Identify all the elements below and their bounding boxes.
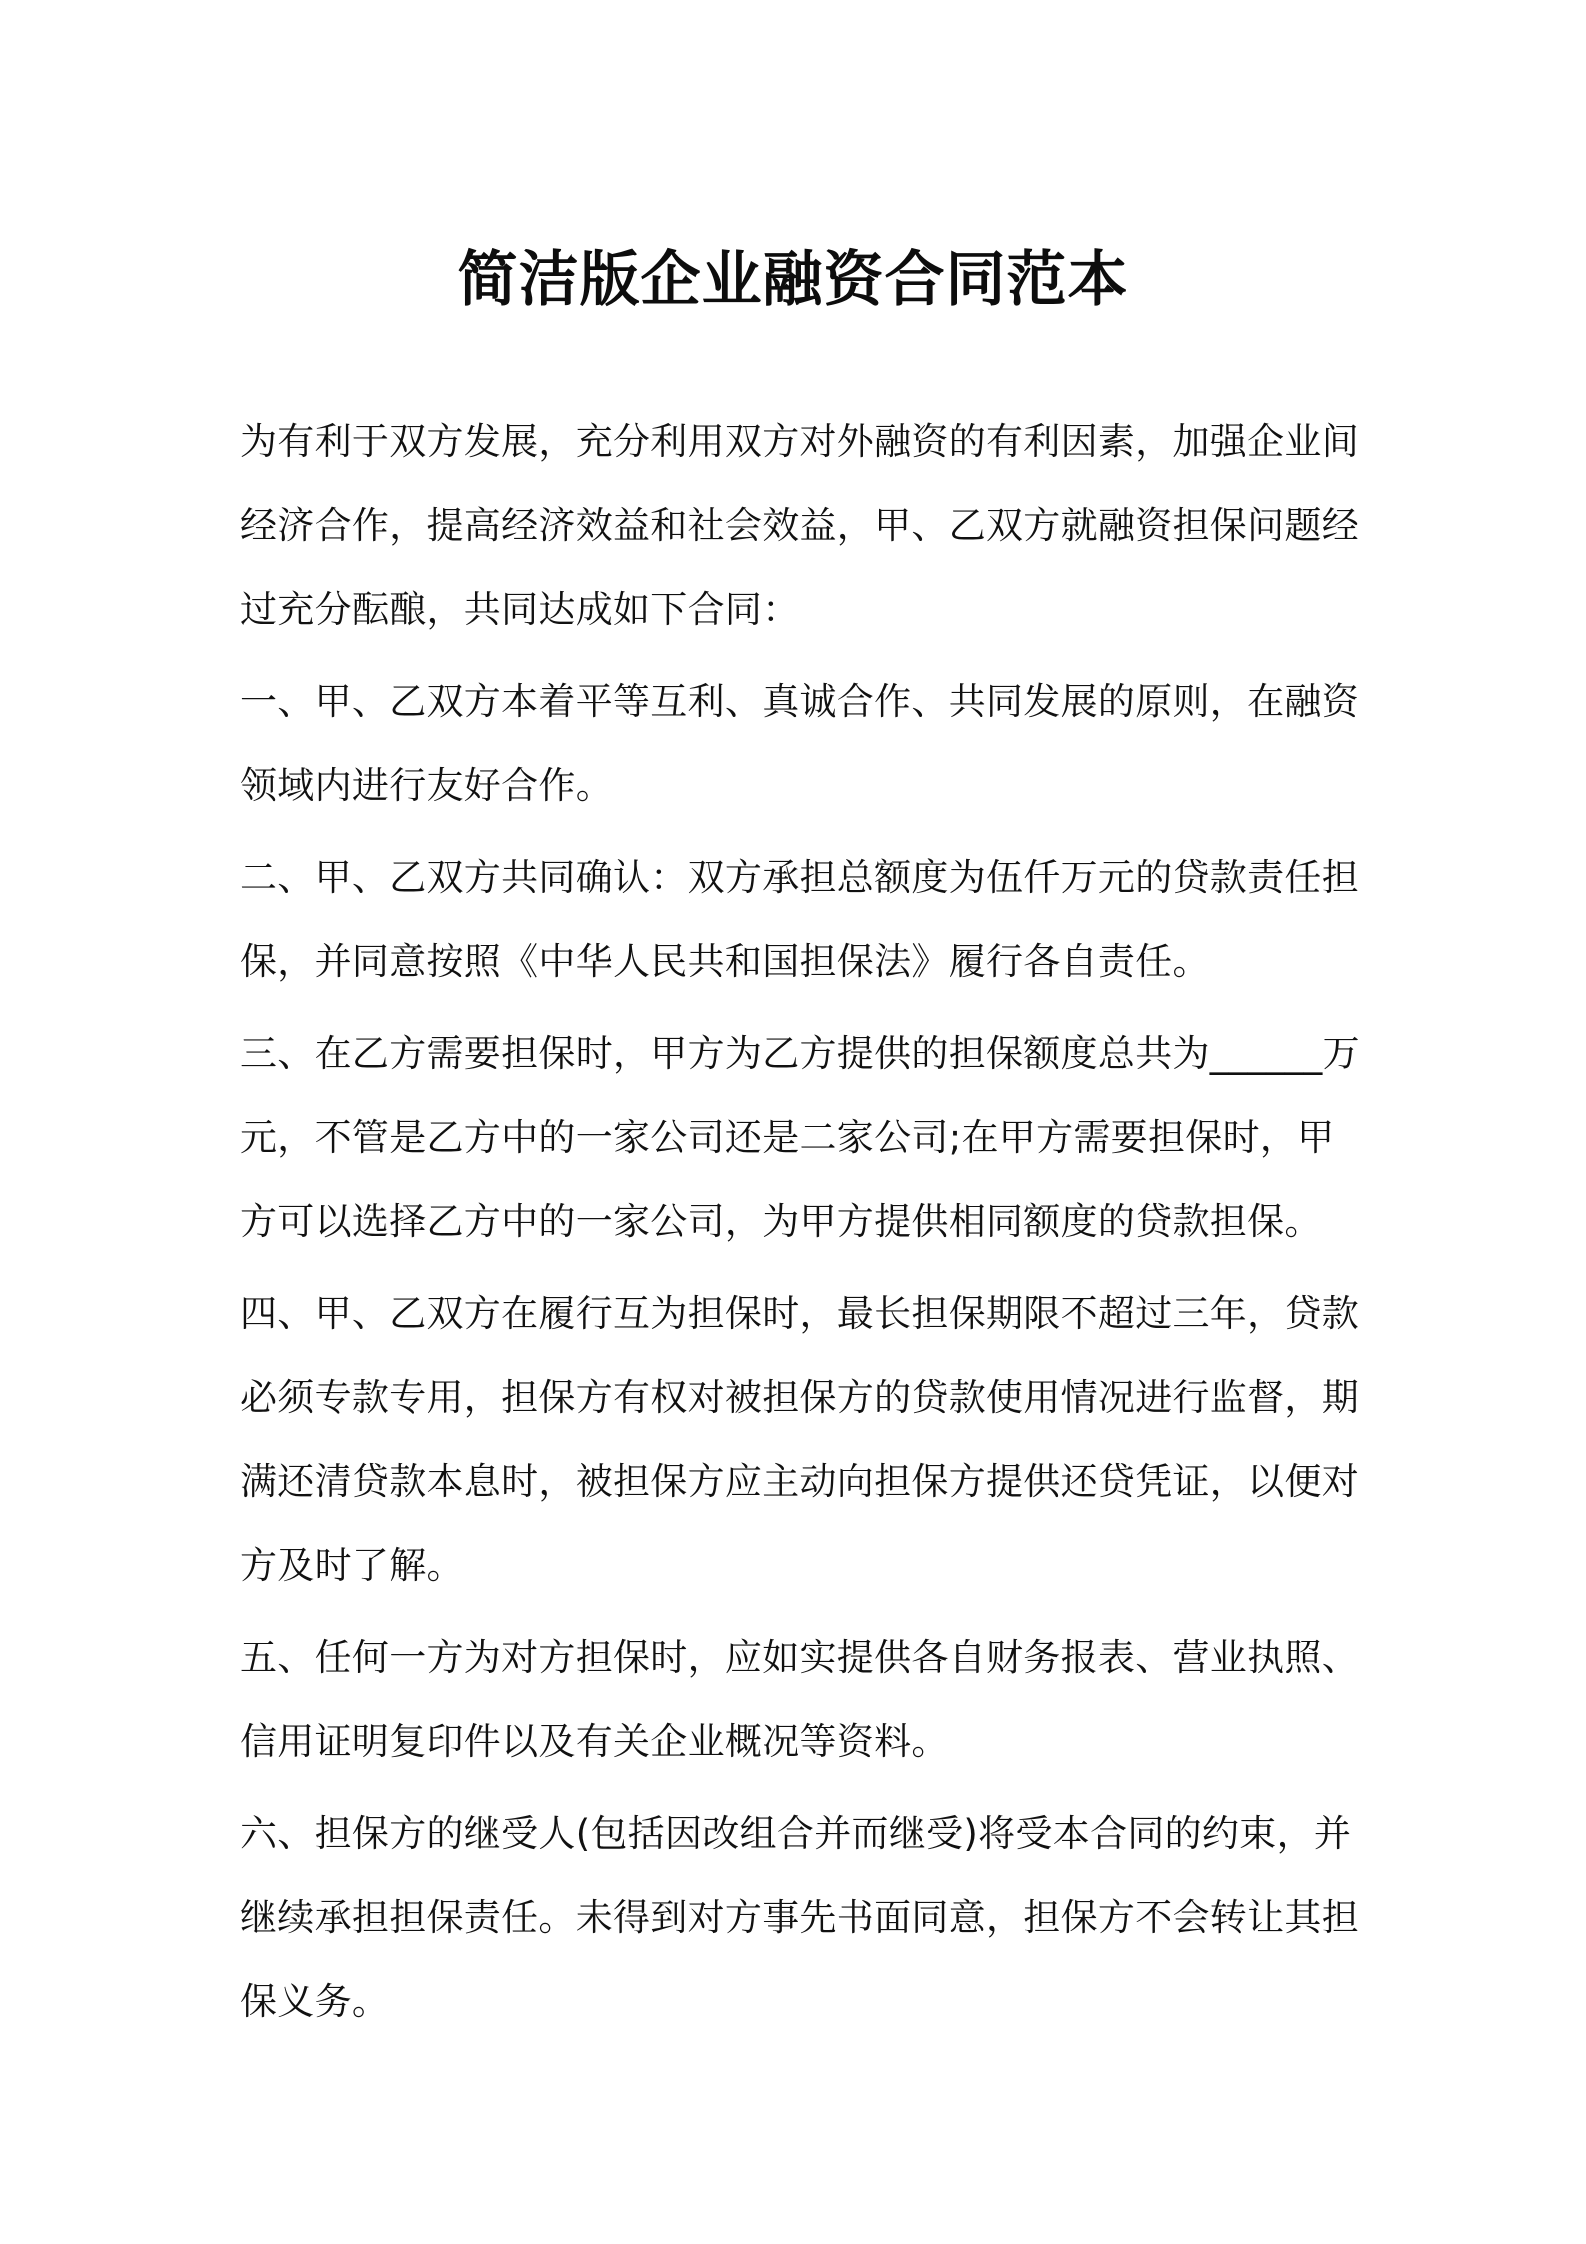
paragraph-clause-5: 五、任何一方为对方担保时，应如实提供各自财务报表、营业执照、信用证明复印件以及有关企业概况等资料。 — [240, 1636, 1359, 1763]
paragraph-clause-4: 四、甲、乙双方在履行互为担保时，最长担保期限不超过三年，贷款必须专款专用，担保方有权对被担保方的贷款使用情况进行监督，期满还清贷款本息时，被担保方应主动向担保方提供还贷凭证，以便对方及时了解。 — [240, 1292, 1359, 1587]
paragraph-clause-3: 三、在乙方需要担保时，甲方为乙方提供的担保额度总共为______万元，不管是乙方中的一家公司还是二家公司;在甲方需要担保时，甲方可以选择乙方中的一家公司，为甲方提供相同额度的贷款担保。 — [240, 1032, 1360, 1243]
paragraph-clause-6: 六、担保方的继受人(包括因改组合并而继受)将受本合同的约束，并继续承担担保责任。未得到对方事先书面同意，担保方不会转让其担保义务。 — [240, 1812, 1359, 2023]
paragraph-clause-1: 一、甲、乙双方本着平等互利、真诚合作、共同发展的原则，在融资领域内进行友好合作。 — [240, 680, 1359, 807]
document-title: 简洁版企业融资合同范本 — [457, 245, 1129, 316]
document-body — [240, 400, 1360, 2052]
paragraph-clause-2: 二、甲、乙双方共同确认：双方承担总额度为伍仟万元的贷款责任担保，并同意按照《中华人民共和国担保法》履行各自责任。 — [240, 856, 1359, 983]
paragraph-intro: 为有利于双方发展，充分利用双方对外融资的有利因素，加强企业间经济合作，提高经济效益和社会效益，甲、乙双方就融资担保问题经过充分酝酿，共同达成如下合同： — [240, 420, 1359, 631]
